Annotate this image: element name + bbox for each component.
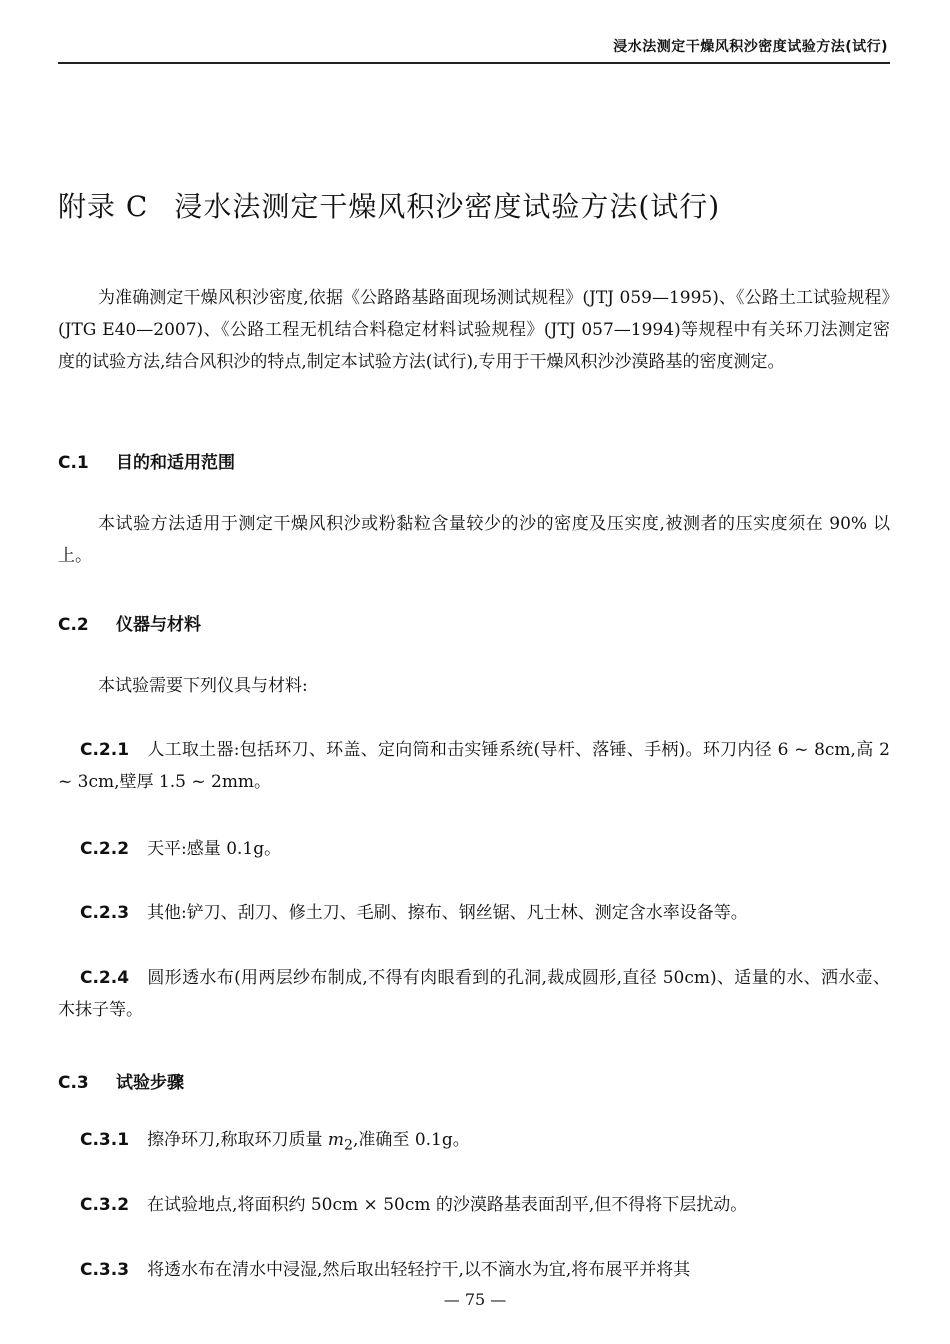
section-c2-body: 本试验需要下列仪具与材料: bbox=[98, 676, 308, 696]
clause-text: 人工取土器:包括环刀、环盖、定向筒和击实锤系统(导杆、落锤、手柄)。环刀内径 6 ~ 8cm,高 2 ~ 3cm,壁厚 1.5 ~ 2mm。 bbox=[58, 740, 890, 792]
clause-text: 圆形透水布(用两层纱布制成,不得有肉眼看到的孔洞,裁成圆形,直径 50cm)、适量的水、洒水壶、木抹子等。 bbox=[58, 968, 890, 1020]
intro-paragraph: 为准确测定干燥风积沙密度,依据《公路路基路面现场测试规程》(JTJ 059—1995)、《公路土工试验规程》(JTG E40—2007)、《公路工程无机结合料稳定材料试验规程》(JTJ 057—1994)等规程中有关环刀法测定密度的试验方法,结合风积沙的特点,制定本试验方法(试行),专用于干燥风积沙沙漠路基的密度测定。 bbox=[58, 288, 890, 372]
clause-number: C.2.1 bbox=[80, 740, 130, 760]
clause-number: C.2.4 bbox=[80, 968, 130, 988]
section-title: 仪器与材料 bbox=[116, 615, 201, 635]
clause-text-after: ,准确至 0.1g。 bbox=[353, 1130, 470, 1150]
clause-c3-2 bbox=[58, 1189, 890, 1221]
header-rule bbox=[58, 62, 890, 64]
section-title: 试验步骤 bbox=[116, 1073, 184, 1093]
clause-c2-3 bbox=[58, 897, 890, 929]
running-head: 浸水法测定干燥风积沙密度试验方法(试行) bbox=[613, 39, 888, 55]
section-number: C.1 bbox=[58, 453, 89, 473]
clause-number: C.3.1 bbox=[80, 1130, 130, 1150]
section-heading-c3 bbox=[58, 1068, 184, 1093]
mass-variable: m bbox=[327, 1130, 344, 1150]
section-heading-c1 bbox=[58, 448, 235, 473]
clause-number: C.2.3 bbox=[80, 903, 130, 923]
clause-text: 将透水布在清水中浸湿,然后取出轻轻拧干,以不滴水为宜,将布展平并将其 bbox=[147, 1260, 691, 1280]
section-number: C.3 bbox=[58, 1073, 89, 1093]
clause-text: 其他:铲刀、刮刀、修土刀、毛刷、擦布、钢丝锯、凡士林、测定含水率设备等。 bbox=[147, 903, 748, 923]
clause-text: 在试验地点,将面积约 50cm × 50cm 的沙漠路基表面刮平,但不得将下层扰动。 bbox=[147, 1195, 748, 1215]
clause-text-before: 擦净环刀,称取环刀质量 bbox=[147, 1130, 328, 1150]
section-c1-body: 本试验方法适用于测定干燥风积沙或粉黏粒含量较少的沙的密度及压实度,被测者的压实度须在 90% 以上。 bbox=[58, 514, 890, 566]
clause-c3-1 bbox=[58, 1124, 890, 1161]
clause-c3-3 bbox=[58, 1254, 890, 1286]
appendix-title-text: 浸水法测定干燥风积沙密度试验方法(试行) bbox=[174, 190, 721, 223]
section-title: 目的和适用范围 bbox=[116, 453, 235, 473]
clause-c2-2 bbox=[58, 833, 890, 865]
appendix-title bbox=[58, 185, 898, 225]
section-heading-c2 bbox=[58, 610, 201, 635]
appendix-code: 附录 C bbox=[58, 190, 149, 223]
section-number: C.2 bbox=[58, 615, 89, 635]
clause-number: C.2.2 bbox=[80, 839, 130, 859]
clause-number: C.3.3 bbox=[80, 1260, 130, 1280]
page-number: — 75 — bbox=[443, 1290, 507, 1309]
clause-c2-4 bbox=[58, 962, 890, 1026]
clause-c2-1 bbox=[58, 734, 890, 798]
clause-number: C.3.2 bbox=[80, 1195, 130, 1215]
clause-text: 天平:感量 0.1g。 bbox=[147, 839, 282, 859]
mass-subscript: 2 bbox=[344, 1137, 354, 1154]
